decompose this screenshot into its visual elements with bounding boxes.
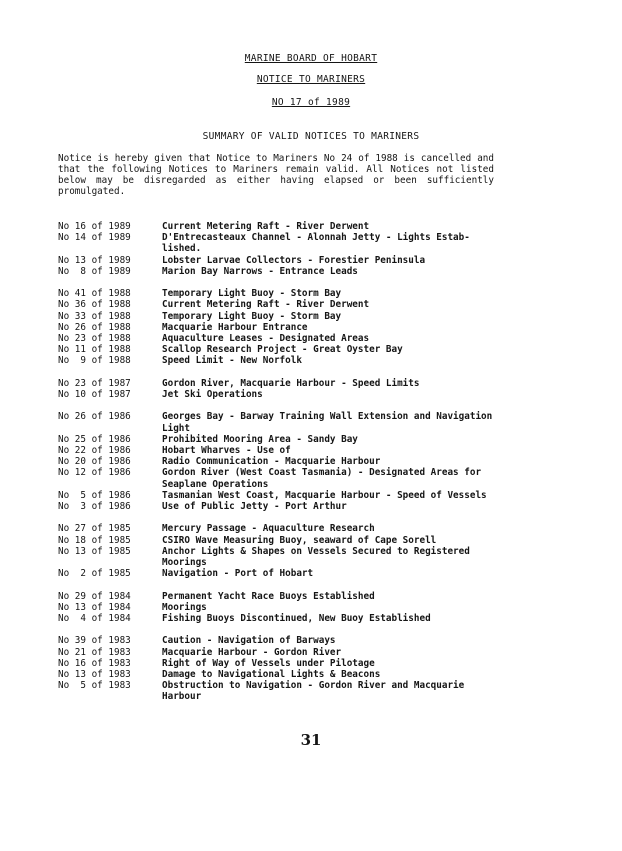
notice-description: Radio Communication - Macquarie Harbour: [162, 456, 381, 468]
notice-row: [58, 355, 498, 366]
notice-row: [58, 523, 498, 534]
notice-ref: No 41 of 1988: [58, 288, 131, 300]
notice-group: [58, 378, 498, 400]
notice-ref: No 22 of 1986: [58, 445, 131, 457]
notice-description: Right of Way of Vessels under Pilotage: [162, 657, 375, 669]
notice-description: Temporary Light Buoy - Storm Bay: [162, 288, 342, 300]
summary-title: SUMMARY OF VALID NOTICES TO MARINERS: [202, 131, 420, 142]
notice-row: [58, 221, 498, 232]
page-number: 31: [300, 731, 322, 749]
notice-row: [58, 602, 498, 613]
notice-row: [58, 445, 498, 456]
notice-ref: No 13 of 1985: [58, 545, 131, 557]
notice-row: [58, 647, 498, 658]
notice-row: [58, 344, 498, 355]
notice-description: Damage to Navigational Lights & Beacons: [162, 669, 381, 681]
notice-ref: No 29 of 1984: [58, 590, 131, 602]
notice-description: Macquarie Harbour - Gordon River: [162, 646, 342, 658]
notice-row: [58, 456, 498, 467]
notice-description: Use of Public Jetty - Port Arthur: [162, 501, 347, 513]
notice-row: [58, 378, 498, 389]
notice-row: [58, 467, 498, 489]
notice-description: Navigation - Port of Hobart: [162, 568, 314, 580]
notice-list: [58, 221, 498, 714]
notice-description: Temporary Light Buoy - Storm Bay: [162, 310, 342, 322]
notice-group: [58, 591, 498, 625]
notice-number: NO 17 of 1989: [271, 97, 351, 108]
notice-row: [58, 232, 498, 254]
notice-row: [58, 591, 498, 602]
notice-description: Anchor Lights & Shapes on Vessels Secured to Registered Moorings: [162, 545, 470, 569]
notice-row: [58, 490, 498, 501]
notice-ref: No 14 of 1989: [58, 232, 131, 244]
board-heading: MARINE BOARD OF HOBART: [244, 53, 378, 64]
notice-ref: No 13 of 1984: [58, 601, 131, 613]
notice-description: Gordon River (West Coast Tasmania) - Designated Areas for Seaplane Operations: [162, 467, 482, 490]
notice-row: [58, 311, 498, 322]
notice-row: [58, 255, 498, 266]
notice-row: [58, 299, 498, 310]
notice-description: Speed Limit - New Norfolk: [162, 355, 302, 367]
notice-ref: No 13 of 1989: [58, 254, 131, 266]
notice-row: [58, 411, 498, 433]
notice-row: [58, 266, 498, 277]
notice-ref: No 27 of 1985: [58, 523, 131, 535]
intro-paragraph: Notice is hereby given that Notice to Mariners No 24 of 1988 is cancelled and that the following Notices to Mariners remain valid. All Notices not listed below may be disregarded as either having elapsed or been sufficiently promulgated.: [58, 153, 494, 197]
notice-ref: No 21 of 1983: [58, 646, 131, 658]
notice-description: Fishing Buoys Discontinued, New Buoy Established: [162, 613, 431, 625]
notice-description: Permanent Yacht Race Buoys Established: [162, 590, 375, 602]
notice-description: Lobster Larvae Collectors - Forestier Peninsula: [162, 254, 426, 266]
notice-ref: No 8 of 1989: [58, 265, 131, 277]
notice-ref: No 23 of 1987: [58, 377, 131, 389]
notice-description: Obstruction to Navigation - Gordon River and Macquarie Harbour: [162, 680, 465, 703]
notice-description: Current Metering Raft - River Derwent: [162, 299, 370, 311]
notice-description: Moorings: [162, 601, 207, 613]
notice-description: Jet Ski Operations: [162, 389, 263, 401]
notice-description: Marion Bay Narrows - Entrance Leads: [162, 265, 358, 277]
notice-ref: No 5 of 1983: [58, 680, 131, 692]
notice-ref: No 26 of 1986: [58, 411, 131, 423]
notice-ref: No 12 of 1986: [58, 467, 131, 479]
notice-description: Mercury Passage - Aquaculture Research: [162, 523, 375, 535]
notice-description: Gordon River, Macquarie Harbour - Speed Limits: [162, 377, 420, 389]
notice-row: [58, 389, 498, 400]
notice-description: Georges Bay - Barway Training Wall Extension and Navigation Light: [162, 411, 493, 434]
notice-ref: No 4 of 1984: [58, 613, 131, 625]
notice-description: Caution - Navigation of Barways: [162, 635, 336, 647]
notice-ref: No 11 of 1988: [58, 344, 131, 356]
notice-group: [58, 288, 498, 366]
notice-row: [58, 535, 498, 546]
notice-description: Prohibited Mooring Area - Sandy Bay: [162, 433, 358, 445]
notice-ref: No 16 of 1989: [58, 221, 131, 232]
notice-row: [58, 546, 498, 568]
notice-row: [58, 613, 498, 624]
notice-ref: No 36 of 1988: [58, 299, 131, 311]
notice-ref: No 13 of 1983: [58, 669, 131, 681]
notice-description: CSIRO Wave Measuring Buoy, seaward of Cape Sorell: [162, 534, 437, 546]
notice-ref: No 3 of 1986: [58, 501, 131, 513]
notice-ref: No 18 of 1985: [58, 534, 131, 546]
notice-row: [58, 322, 498, 333]
notice-row: [58, 658, 498, 669]
notice-description: D'Entrecasteaux Channel - Alonnah Jetty - Lights Estab- lished.: [162, 232, 470, 255]
notice-row: [58, 635, 498, 646]
notice-description: Current Metering Raft - River Derwent: [162, 221, 370, 232]
notice-row: [58, 669, 498, 680]
notice-row: [58, 434, 498, 445]
notice-row: [58, 568, 498, 579]
notice-group: [58, 635, 498, 702]
notice-ref: No 25 of 1986: [58, 433, 131, 445]
notice-description: Tasmanian West Coast, Macquarie Harbour - Speed of Vessels: [162, 489, 487, 501]
notice-group: [58, 221, 498, 277]
notice-row: [58, 288, 498, 299]
notice-group: [58, 523, 498, 579]
notice-row: [58, 501, 498, 512]
notice-ref: No 23 of 1988: [58, 333, 131, 345]
notice-ref: No 20 of 1986: [58, 456, 131, 468]
notice-ref: No 16 of 1983: [58, 657, 131, 669]
notice-description: Hobart Wharves - Use of: [162, 445, 291, 457]
notice-ref: No 9 of 1988: [58, 355, 131, 367]
notice-ref: No 33 of 1988: [58, 310, 131, 322]
notice-ref: No 2 of 1985: [58, 568, 131, 580]
notice-description: Scallop Research Project - Great Oyster Bay: [162, 344, 403, 356]
notice-ref: No 26 of 1988: [58, 321, 131, 333]
notice-ref: No 10 of 1987: [58, 389, 131, 401]
notice-title: NOTICE TO MARINERS: [256, 74, 366, 85]
notice-ref: No 5 of 1986: [58, 489, 131, 501]
notice-group: [58, 411, 498, 512]
notice-description: Macquarie Harbour Entrance: [162, 321, 308, 333]
notice-ref: No 39 of 1983: [58, 635, 131, 647]
notice-description: Aquaculture Leases - Designated Areas: [162, 333, 370, 345]
notice-row: [58, 680, 498, 702]
notice-row: [58, 333, 498, 344]
